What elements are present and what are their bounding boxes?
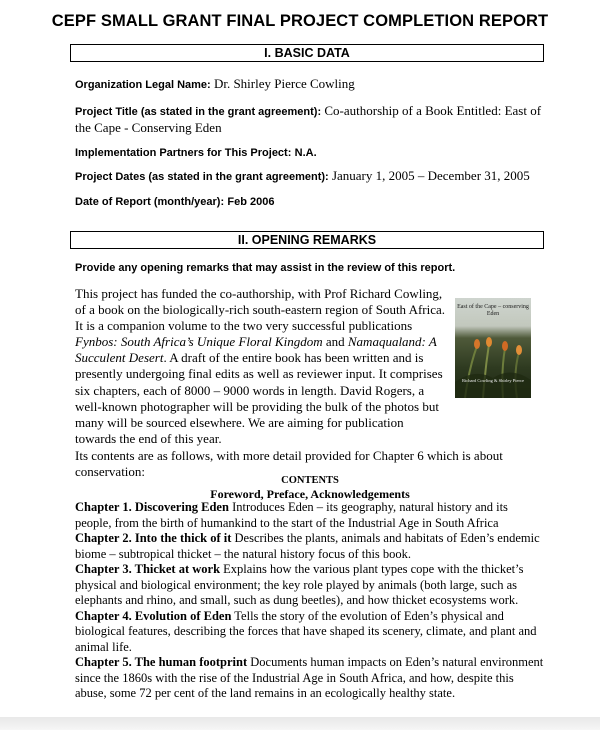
namaqualand-book-title: Namaqualand: A Succulent Desert <box>75 334 437 366</box>
fynbos-book-title: Fynbos: South Africa’s Unique Floral Kingdom <box>75 334 323 350</box>
section-heading-opening-remarks: II. OPENING REMARKS <box>70 231 544 249</box>
opening-paragraph <box>75 286 447 447</box>
chapter-item <box>75 531 545 562</box>
chapter-description: Tells the story of the evolution of Eden’s physical and biological features, describing the forces that have shaped its scenery, climate, and plant and animal life. <box>75 608 537 654</box>
chapter-description: Documents human impacts on Eden’s natural environment since the 1860s with the rise of the Industrial Age in South Africa, and how, despite this abuse, some 72 per cent of the land remains in an ecologically healthy state. <box>75 655 544 700</box>
opening-paragraph-part-b: . A draft of the entire book has been written and is presently undergoing final edits as well as reviewer input. It comprises six chapters, each of 8000 – 9000 words in length. David Rogers, a well-known photographer will be providing the bulk of the photos but many will be sourced elsewhere. We are aiming for publication towards the end of this year. <box>75 350 443 446</box>
project-title-field <box>75 103 543 136</box>
chapter-description: Introduces Eden – its geography, natural history and its people, from the birth of humankind to the start of the Industrial Age in South Africa <box>75 500 508 530</box>
front-matter-line: Foreword, Preface, Acknowledgements <box>210 487 410 501</box>
project-dates-field <box>75 168 543 185</box>
contents-heading: CONTENTS <box>281 475 339 486</box>
chapter-item <box>75 655 545 702</box>
chapter-title: Chapter 4. Evolution of Eden <box>75 608 232 623</box>
report-date-label: Date of Report (month/year): <box>75 196 225 208</box>
chapter-description: Explains how the various plant types cope with the thicket’s physical and biological environment; the key role played by animals (both large, such as elephants and rhino, and small, such as dung beetles), and how thicket ecosystems work. <box>75 562 524 607</box>
partners-value: N.A. <box>294 147 317 159</box>
project-title-label: Project Title (as stated in the grant agreement): <box>75 106 322 118</box>
book-cover-title: East of the Cape – conserving Eden <box>457 304 529 317</box>
chapter-title: Chapter 3. Thicket at work <box>75 562 221 576</box>
report-title: CEPF SMALL GRANT FINAL PROJECT COMPLETION REPORT <box>51 12 549 30</box>
chapter-title: Chapter 2. Into the thick of it <box>75 531 232 545</box>
page-bottom-edge <box>0 717 600 730</box>
chapter-title: Chapter 5. The human footprint <box>75 655 248 669</box>
opening-paragraph-part-a: This project has funded the co-authorship, with Prof Richard Cowling, of a book on the biologically-rich south-eastern region of South Africa. It is a companion volume to the two very successful publications <box>75 286 446 334</box>
contents-intro-paragraph: Its contents are as follows, with more detail provided for Chapter 6 which is about conservation: <box>75 448 503 480</box>
chapter-item <box>75 500 545 531</box>
section-heading-basic-data: I. BASIC DATA <box>70 44 544 62</box>
chapter-description: Describes the plants, animals and habitats of Eden’s endemic biome – subtropical thicket – the natural history focus of this book. <box>75 531 540 561</box>
project-dates-value: January 1, 2005 – December 31, 2005 <box>331 168 530 183</box>
project-dates-label: Project Dates (as stated in the grant agreement): <box>75 171 329 183</box>
report-date-field <box>75 193 543 210</box>
org-name-field <box>75 76 543 93</box>
book-cover-authors: Richard Cowling & Shirley Pierce <box>462 378 524 383</box>
org-name-label: Organization Legal Name: <box>75 79 211 91</box>
chapter-item <box>75 609 545 656</box>
book-cover-image <box>455 298 531 398</box>
opening-remarks-prompt: Provide any opening remarks that may assist in the review of this report. <box>75 262 456 274</box>
org-name-value: Dr. Shirley Pierce Cowling <box>213 76 355 91</box>
chapter-item <box>75 562 545 609</box>
project-title-value: Co-authorship of a Book Entitled: East of the Cape - Conserving Eden <box>75 103 542 135</box>
opening-paragraph-and: and <box>322 334 348 350</box>
chapter-title: Chapter 1. Discovering Eden <box>75 500 229 514</box>
report-date-value: Feb 2006 <box>227 196 275 208</box>
partners-field <box>75 144 543 161</box>
partners-label: Implementation Partners for This Project: <box>75 147 292 159</box>
chapter-list <box>75 500 545 702</box>
